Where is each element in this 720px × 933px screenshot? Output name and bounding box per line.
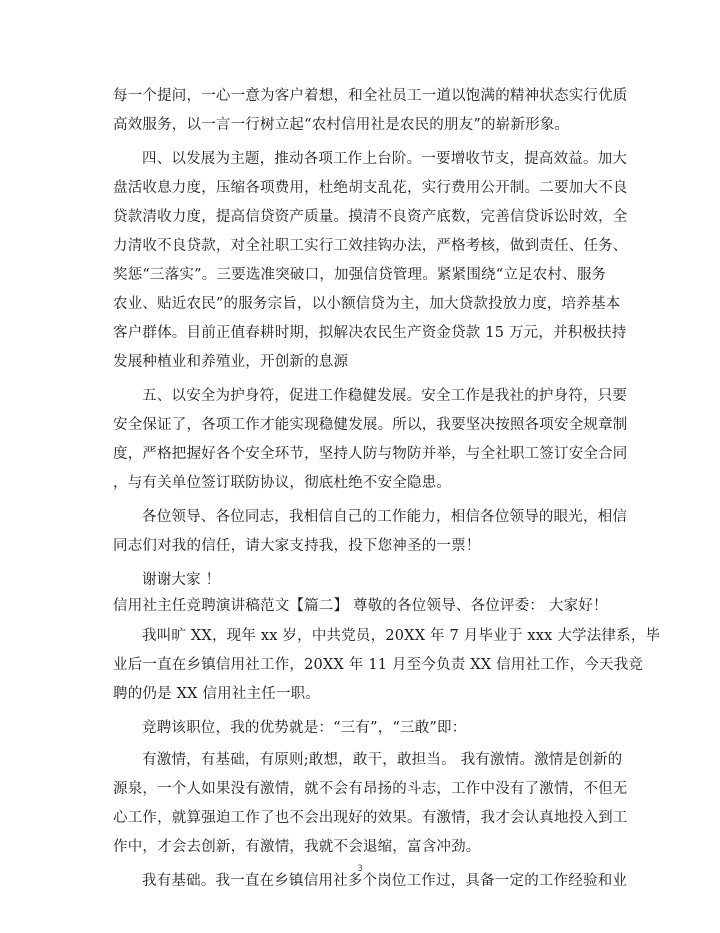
- text-line: 同志们对我的信任，请大家支持我，投下您神圣的一票！: [113, 538, 481, 554]
- text-line: 高效服务，以一言一行树立起“农村信用社是农民的朋友”的崭新形象。: [113, 117, 570, 133]
- text-line: 奖惩“三落实”。三要选准突破口，加强信贷管理。紧紧围绕“立足农村、服务: [113, 267, 607, 283]
- text-line: ，与有关单位签订联防协议，彻底杜绝不安全隐患。: [113, 475, 452, 491]
- text-line: 力清收不良贷款，对全社职工实行工效挂钩办法，严格考核，做到责任、任务、: [113, 238, 628, 254]
- paragraph-first-line: 竞聘该职位，我的优势就是：“三有”，“三敢”即：: [142, 720, 467, 736]
- paragraph-first-line: 五、以安全为护身符，促进工作稳健发展。安全工作是我社的护身符，只要: [142, 388, 628, 404]
- page-number: 3: [357, 864, 363, 874]
- text-line: 农业、贴近农民”的服务宗旨，以小额信贷为主，加大贷款投放力度，培养基本: [113, 296, 621, 312]
- text-line: 源泉，一个人如果没有激情，就不会有昂扬的斗志，工作中没有了激情，不但无: [113, 781, 628, 797]
- text-line: 盘活收息力度，压缩各项费用，杜绝胡支乱花，实行费用公开制。二要加大不良: [113, 180, 628, 196]
- text-line: 聘的仍是 XX 信用社主任一职。: [113, 686, 321, 702]
- text-line: 客户群体。目前正值春耕时期，拟解决农民生产资金贷款 15 万元，并积极扶持: [113, 325, 627, 341]
- section-heading: 信用社主任竞聘演讲稿范文【篇二】 尊敬的各位领导、各位评委： 大家好！: [113, 598, 608, 614]
- paragraph-first-line: 我叫旷 XX，现年 xx 岁，中共党员，20XX 年 7 月毕业于 xxx 大学法律系，毕: [142, 628, 661, 644]
- paragraph-first-line: 有激情，有基础，有原则;敢想，敢干，敢担当。 我有激情。激情是创新的: [142, 752, 623, 768]
- text-line: 安全保证了，各项工作才能实现稳健发展。所以，我要坚决按照各项安全规章制: [113, 417, 628, 433]
- text-line: 度，严格把握好各个安全环节，坚持人防与物防并举，与全社职工签订安全合同: [113, 446, 628, 462]
- paragraph-first-line: 各位领导、各位同志，我相信自己的工作能力，相信各位领导的眼光，相信: [142, 509, 628, 525]
- text-line: 每一个提问，一心一意为客户着想，和全社员工一道以饱满的精神状态实行优质: [113, 88, 628, 104]
- text-line: 心工作，就算强迫工作了也不会出现好的效果。有激情，我才会认真地投入到工: [113, 810, 628, 826]
- closing-line: 谢谢大家 ！: [142, 572, 221, 588]
- text-line: 作中，才会去创新，有激情，我就不会退缩，富含冲劲。: [113, 839, 481, 855]
- text-line: 贷款清收力度，提高信贷资产质量。摸清不良资产底数，完善信贷诉讼时效，全: [113, 209, 628, 225]
- paragraph-first-line: 四、以发展为主题，推动各项工作上台阶。一要增收节支，提高效益。加大: [142, 151, 628, 167]
- text-line: 业后一直在乡镇信用社工作，20XX 年 11 月至今负责 XX 信用社工作，今天我竞: [113, 657, 644, 673]
- paragraph-first-line: 我有基础。我一直在乡镇信用社多个岗位工作过，具备一定的工作经验和业: [142, 873, 628, 889]
- text-line: 发展种植业和养殖业，开创新的息源: [113, 354, 349, 370]
